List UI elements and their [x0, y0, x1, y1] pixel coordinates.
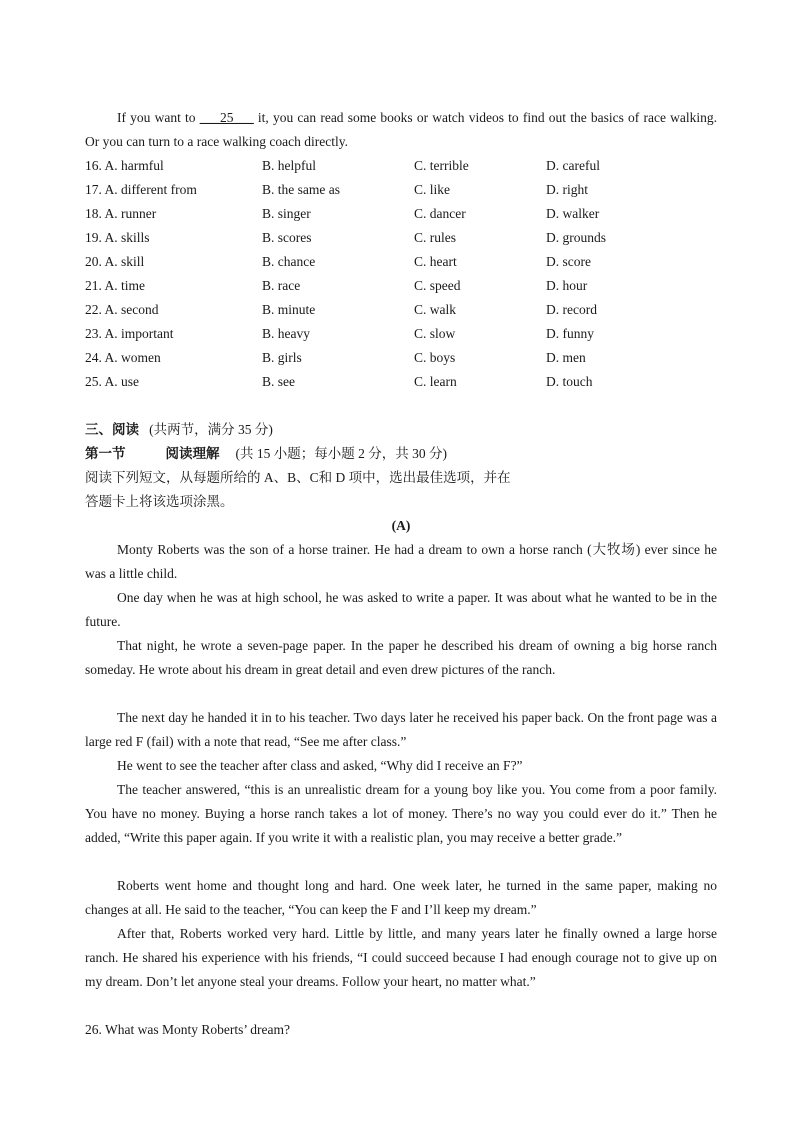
option-b: B. helpful	[262, 158, 316, 173]
option-c: C. rules	[414, 230, 456, 245]
option-a: 16. A. harmful	[85, 158, 164, 173]
option-c: C. speed	[414, 278, 461, 293]
option-row	[85, 250, 717, 274]
option-a: 25. A. use	[85, 374, 139, 389]
section-3-note: (共两节，满分 35 分)	[149, 422, 273, 437]
option-d: D. funny	[546, 326, 594, 341]
option-row	[85, 370, 717, 394]
blank-25: ___25___	[199, 110, 254, 125]
section-3-title: 三、阅读	[85, 422, 139, 437]
passage-paragraph: The next day he handed it in to his teacher. Two days later he received his paper back. On the front page was a large red F (fail) with a note that read, “See me after class.”	[85, 710, 717, 749]
passage-paragraph: After that, Roberts worked very hard. Little by little, and many years later he finally owned a large horse ranch. He shared his experience with his friends, “I could succeed because I had enough courage not to give up on my dream. Don’t let anyone steal your dreams. Follow your heart, no matter what.”	[85, 926, 717, 989]
option-row	[85, 322, 717, 346]
option-c: C. boys	[414, 350, 456, 365]
section-3-heading	[85, 418, 273, 442]
option-b: B. see	[262, 374, 295, 389]
option-d: D. right	[546, 182, 588, 197]
option-row	[85, 226, 717, 250]
option-b: B. scores	[262, 230, 312, 245]
intro-text-end: it, you can read some books or watch videos to find out the basics of race walking. Or you can turn to a race walking coach directly.	[85, 110, 718, 149]
passage-paragraph: The teacher answered, “this is an unrealistic dream for a young boy like you. You come from a poor family. You have no money. Buying a horse ranch takes a lot of money. There’s no way you could ever do it.” Then he added, “Write this paper again. If you write it with a realistic plan, you may receive a better grade.”	[85, 782, 717, 845]
option-d: D. touch	[546, 374, 593, 389]
intro-text-start: If you want to	[117, 110, 200, 125]
option-a: 21. A. time	[85, 278, 145, 293]
option-a: 18. A. runner	[85, 206, 157, 221]
part-1-title: 第一节	[85, 446, 126, 461]
option-b: B. singer	[262, 206, 311, 221]
option-c: C. terrible	[414, 158, 469, 173]
passage-paragraph: That night, he wrote a seven-page paper. In the paper he described his dream of owning a big horse ranch someday. He wrote about his dream in great detail and even drew pictures of the ranch.	[85, 638, 717, 677]
option-row	[85, 154, 717, 178]
option-c: C. like	[414, 182, 450, 197]
option-a: 23. A. important	[85, 326, 174, 341]
question-26: 26. What was Monty Roberts’ dream?	[85, 1022, 290, 1037]
option-c: C. dancer	[414, 206, 466, 221]
option-a: 22. A. second	[85, 302, 159, 317]
option-d: D. men	[546, 350, 586, 365]
passage-a-label: (A)	[391, 518, 411, 533]
option-c: C. slow	[414, 326, 456, 341]
option-row	[85, 346, 717, 370]
option-d: D. record	[546, 302, 597, 317]
option-a: 17. A. different from	[85, 182, 197, 197]
option-b: B. girls	[262, 350, 302, 365]
option-d: D. careful	[546, 158, 600, 173]
passage-paragraph: Roberts went home and thought long and hard. One week later, he turned in the same paper, making no changes at all. He said to the teacher, “You can keep the F and I’ll keep my dream.”	[85, 878, 717, 917]
option-row	[85, 178, 717, 202]
option-d: D. grounds	[546, 230, 606, 245]
option-a: 19. A. skills	[85, 230, 150, 245]
option-b: B. heavy	[262, 326, 310, 341]
option-b: B. the same as	[262, 182, 340, 197]
option-d: D. walker	[546, 206, 600, 221]
option-row	[85, 298, 717, 322]
option-c: C. heart	[414, 254, 457, 269]
instruction-line-1: 阅读下列短文，从每题所给的 A、B、C和 D 项中，选出最佳选项，并在	[85, 470, 511, 485]
part-1-heading	[85, 442, 447, 466]
option-b: B. minute	[262, 302, 316, 317]
passage-paragraph: He went to see the teacher after class and asked, “Why did I receive an F?”	[117, 758, 523, 773]
option-c: C. walk	[414, 302, 456, 317]
option-d: D. hour	[546, 278, 588, 293]
option-c: C. learn	[414, 374, 457, 389]
part-1-note: (共 15 小题；每小题 2 分，共 30 分)	[235, 446, 447, 461]
option-a: 24. A. women	[85, 350, 161, 365]
option-row	[85, 202, 717, 226]
option-a: 20. A. skill	[85, 254, 145, 269]
intro-paragraph	[85, 106, 717, 154]
option-d: D. score	[546, 254, 591, 269]
instruction-line-2: 答题卡上将该选项涂黑。	[85, 494, 234, 509]
passage-paragraph: Monty Roberts was the son of a horse trainer. He had a dream to own a horse ranch (大牧场) ever since he was a little child.	[85, 542, 717, 581]
option-b: B. chance	[262, 254, 316, 269]
passage-paragraph: One day when he was at high school, he was asked to write a paper. It was about what he wanted to be in the future.	[85, 590, 717, 629]
part-1-name: 阅读理解	[165, 446, 220, 461]
option-b: B. race	[262, 278, 301, 293]
option-row	[85, 274, 717, 298]
